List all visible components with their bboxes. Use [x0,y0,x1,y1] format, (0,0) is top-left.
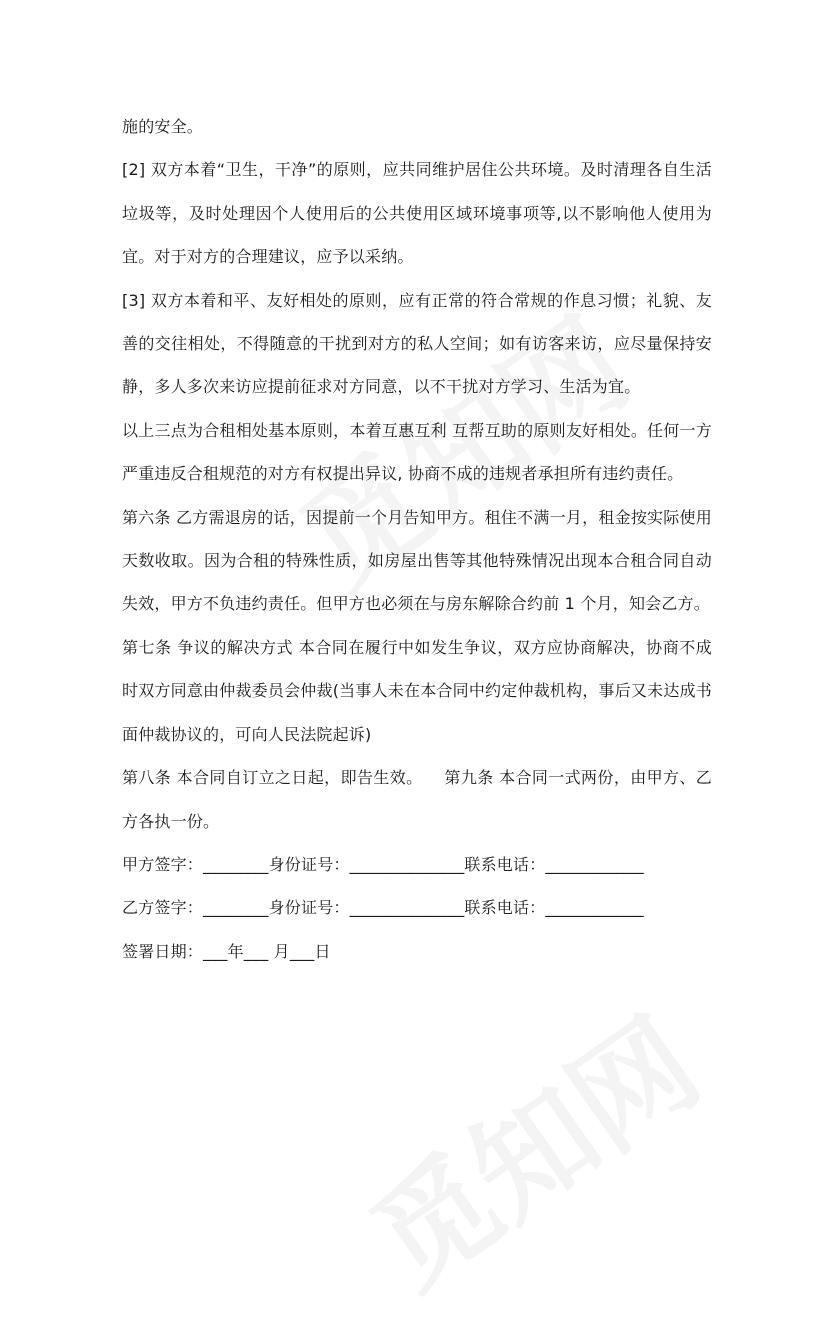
document-body [122,105,712,973]
paragraph-article-8-9: 第八条 本合同自订立之日起，即告生效。 第九条 本合同一式两份，由甲方、乙方各执一份。 [122,768,712,831]
paragraph-principles-summary: 以上三点为合租相处基本原则，本着互惠互利 互帮互助的原则友好相处。任何一方严重违反合租规范的对方有权提出异议, 协商不成的违规者承担所有违约责任。 [122,420,712,484]
signature-line-party-b: 乙方签字：________身份证号：______________联系电话：____________ [122,898,644,918]
paragraph-continuation: 施的安全。 [122,117,204,136]
signature-line-party-a: 甲方签字：________身份证号：______________联系电话：____________ [122,854,644,874]
signature-date-line: 签署日期：___年___ 月___日 [122,941,331,961]
paragraph-article-6: 第六条 乙方需退房的话，因提前一个月告知甲方。租住不满一月，租金按实际使用天数收取。因为合租的特殊性质，如房屋出售等其他特殊情况出现本合租合同自动失效，甲方不负违约责任。但甲方也必须在与房东解除合约前 1 个月，知会乙方。 [122,507,712,614]
watermark [333,972,727,1319]
paragraph-rule-2: [2] 双方本着“卫生，干净”的原则，应共同维护居住公共环境。及时清理各自生活垃圾等，及时处理因个人使用后的公共使用区域环境事项等,以不影响他人使用为宜。对于对方的合理建议，应予以采纳。 [122,160,712,267]
paragraph-article-7: 第七条 争议的解决方式 本合同在履行中如发生争议，双方应协商解决，协商不成时双方同意由仲裁委员会仲裁(当事人未在本合同中约定仲裁机构，事后又未达成书面仲裁协议的，可向人民法院起诉) [122,637,712,744]
paragraph-rule-3: [3] 双方本着和平、友好相处的原则，应有正常的符合常规的作息习惯；礼貌、友善的交往相处，不得随意的干扰到对方的私人空间；如有访客来访，应尽量保持安静，多人多次来访应提前征求对方同意，以不干扰对方学习、生活为宜。 [122,290,712,397]
